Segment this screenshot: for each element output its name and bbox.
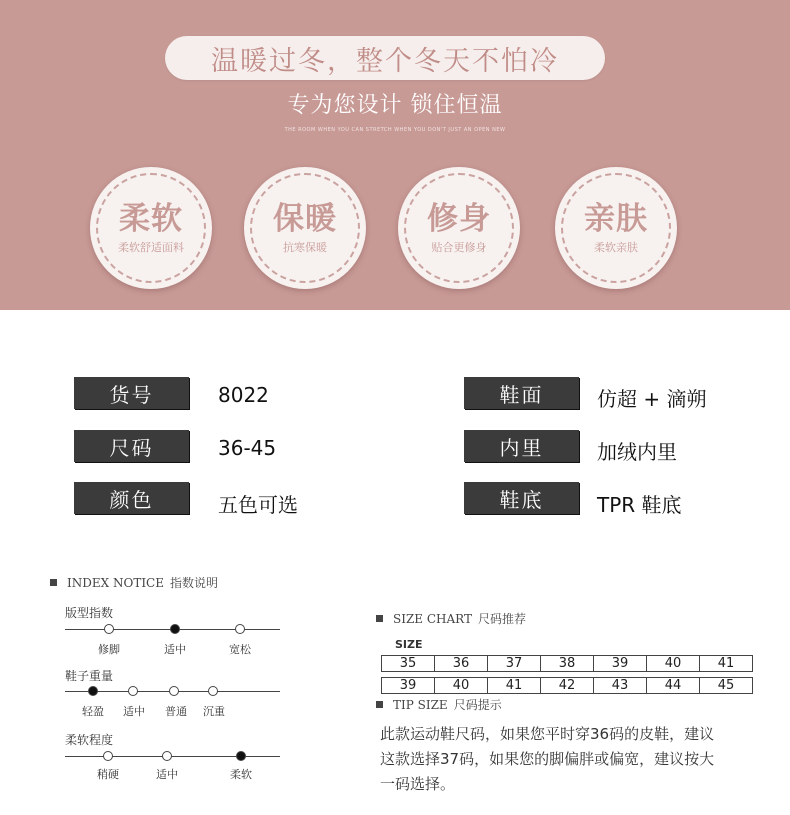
tip-text: 此款运动鞋尺码，如果您平时穿36码的皮鞋，建议这款选择37码，如果您的脚偏胖或偏宽，建议按大一码选择。 <box>380 725 715 793</box>
spec-value-lining: 加绒内里 <box>597 440 677 464</box>
size-cell: 40 <box>647 656 700 672</box>
heading-cn: 尺码推荐 <box>478 612 527 626</box>
size-cell: 45 <box>700 678 753 694</box>
size-cell: 41 <box>700 656 753 672</box>
size-cell: 36 <box>435 656 488 672</box>
spec-label-item-no: 货号 <box>74 377 189 409</box>
scale-dot-selected <box>170 624 180 634</box>
scale-option: 适中 <box>164 643 186 656</box>
scale-option: 柔软 <box>230 768 252 781</box>
heading-cn: 尺码提示 <box>453 698 502 712</box>
scale-dot <box>208 686 218 696</box>
slogan-pill: 温暖过冬，整个冬天不怕冷 <box>165 36 605 80</box>
scale-dot <box>103 751 113 761</box>
spec-label-color: 颜色 <box>74 482 189 514</box>
spec-label-size: 尺码 <box>74 430 189 462</box>
scale-option: 适中 <box>123 705 145 718</box>
scale-dot-selected <box>88 686 98 696</box>
size-cell: 40 <box>435 678 488 694</box>
size-cell: 35 <box>382 656 435 672</box>
scale-dot <box>235 624 245 634</box>
scale-dot <box>162 751 172 761</box>
spec-label-sole: 鞋底 <box>464 482 579 514</box>
scale-line <box>65 756 280 757</box>
spec-value-sole: TPR 鞋底 <box>597 493 682 517</box>
badge-skin-friendly <box>555 167 677 289</box>
square-bullet-icon <box>50 579 57 586</box>
size-label: SIZE <box>395 638 423 651</box>
spec-value-upper: 仿超 + 滴朔 <box>597 387 707 411</box>
promo-banner <box>0 0 790 310</box>
tip-size-heading <box>376 696 502 713</box>
square-bullet-icon <box>376 701 383 708</box>
spec-label-lining: 内里 <box>464 430 579 462</box>
heading-en: SIZE CHART <box>393 611 473 626</box>
badge-title: 亲肤 <box>584 201 648 237</box>
spec-value-item-no: 8022 <box>218 383 269 407</box>
scale-title-softness: 柔软程度 <box>65 733 114 747</box>
index-notice-heading <box>50 574 218 591</box>
scale-option: 适中 <box>156 768 178 781</box>
badge-soft <box>90 167 212 289</box>
scale-option: 宽松 <box>229 643 251 656</box>
spec-value-size: 36-45 <box>218 436 277 460</box>
size-cell: 42 <box>541 678 594 694</box>
size-cell: 44 <box>647 678 700 694</box>
spec-value-color: 五色可选 <box>218 493 298 517</box>
size-cell: 37 <box>488 656 541 672</box>
badge-caption: 柔软舒适面料 <box>118 241 184 254</box>
heading-en: TIP SIZE <box>393 697 448 712</box>
heading-en: INDEX NOTICE <box>67 575 165 590</box>
badge-title: 柔软 <box>119 201 183 237</box>
scale-dot <box>169 686 179 696</box>
spec-label-upper: 鞋面 <box>464 377 579 409</box>
size-cell: 41 <box>488 678 541 694</box>
size-cell: 43 <box>594 678 647 694</box>
scale-dot <box>104 624 114 634</box>
scale-option: 普通 <box>165 705 187 718</box>
size-cell: 39 <box>594 656 647 672</box>
scale-title-fit: 版型指数 <box>65 606 114 620</box>
scale-option: 修脚 <box>98 643 120 656</box>
size-table-row-recommend <box>381 677 753 694</box>
scale-dot-selected <box>236 751 246 761</box>
banner-fine-print: THE ROOM WHEN YOU CAN STRETCH WHEN YOU DON'T JUST AN OPEN NEW <box>284 127 506 133</box>
square-bullet-icon <box>376 615 383 622</box>
scale-option: 稍硬 <box>97 768 119 781</box>
scale-dot <box>128 686 138 696</box>
banner-subtitle: 专为您设计 锁住恒温 <box>287 93 503 118</box>
size-table-row-eu <box>381 655 753 672</box>
scale-option: 轻盈 <box>82 705 104 718</box>
badge-caption: 抗寒保暖 <box>283 241 327 254</box>
scale-option: 沉重 <box>203 705 225 718</box>
size-cell: 38 <box>541 656 594 672</box>
badge-title: 修身 <box>427 201 491 237</box>
size-chart-heading <box>376 610 526 627</box>
heading-cn: 指数说明 <box>170 576 219 590</box>
badge-caption: 柔软亲肤 <box>594 241 638 254</box>
badge-title: 保暖 <box>273 201 337 237</box>
scale-title-weight: 鞋子重量 <box>65 669 114 683</box>
size-cell: 39 <box>382 678 435 694</box>
badge-warm <box>244 167 366 289</box>
badge-slim <box>398 167 520 289</box>
badge-caption: 贴合更修身 <box>431 241 487 254</box>
